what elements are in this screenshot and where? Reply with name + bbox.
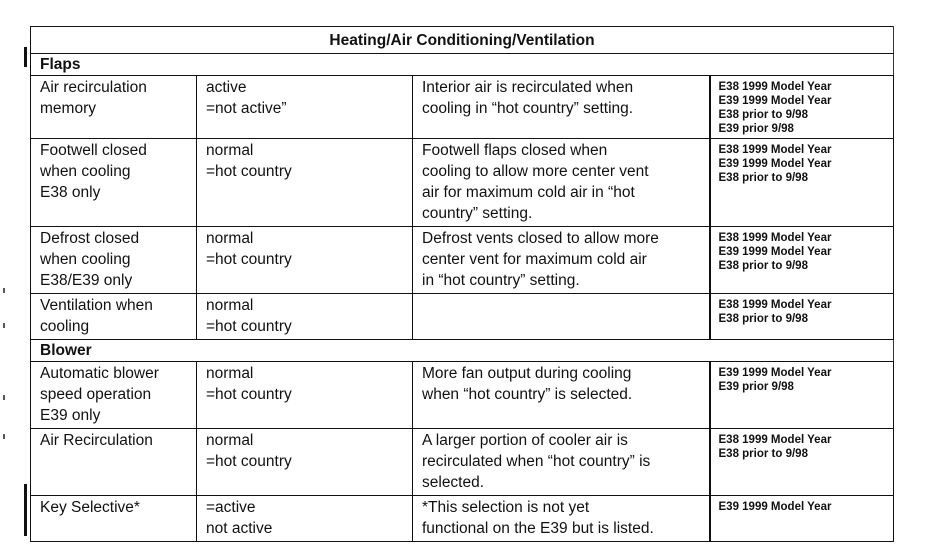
description-cell-line: cooling to allow more center vent: [422, 163, 649, 180]
feature-cell-line: when cooling: [40, 251, 131, 268]
options-cell-line: active: [206, 79, 247, 96]
options-cell-line: normal: [206, 297, 254, 314]
scan-mark: [3, 323, 5, 328]
feature-cell-line: memory: [40, 100, 96, 117]
table-row: [31, 362, 894, 429]
description-cell-line: center vent for maximum cold air: [422, 251, 647, 268]
description-cell: [413, 294, 710, 340]
options-cell-line: =hot country: [206, 251, 292, 268]
options-cell-line: =hot country: [206, 318, 292, 335]
model-year-cell: [710, 139, 894, 227]
options-cell: [197, 362, 413, 429]
model-year-cell-line: E38 prior to 9/98: [718, 260, 808, 272]
table-row: [31, 227, 894, 294]
scan-mark: [3, 288, 5, 293]
options-cell-line: normal: [206, 432, 254, 449]
feature-cell-line: Air Recirculation: [40, 432, 153, 449]
feature-cell-line: Air recirculation: [40, 79, 147, 96]
description-cell: [413, 227, 710, 294]
description-cell-line: functional on the E39 but is listed.: [422, 520, 654, 537]
model-year-cell: [710, 227, 894, 294]
options-cell: [197, 139, 413, 227]
model-year-cell-line: E39 prior 9/98: [718, 123, 794, 135]
left-margin-bar-top: [24, 47, 27, 67]
options-cell-line: =hot country: [206, 163, 292, 180]
description-cell: [413, 496, 710, 542]
options-cell-line: normal: [206, 230, 254, 247]
model-year-cell-line: E38 prior to 9/98: [718, 448, 808, 460]
model-year-cell-line: E38 1999 Model Year: [718, 144, 832, 156]
feature-cell: [31, 227, 197, 294]
model-year-cell-line: E38 prior to 9/98: [718, 172, 808, 184]
scan-mark: [3, 395, 5, 400]
description-cell-line: when “hot country” is selected.: [422, 386, 633, 403]
model-year-cell-line: E38 1999 Model Year: [718, 299, 832, 311]
model-year-cell: [710, 76, 894, 139]
section-title: Blower: [31, 340, 894, 362]
options-cell-line: normal: [206, 365, 254, 382]
model-year-cell-line: E39 1999 Model Year: [718, 95, 832, 107]
options-cell: [197, 294, 413, 340]
description-cell-line: Defrost vents closed to allow more: [422, 230, 659, 247]
model-year-cell-line: E39 1999 Model Year: [718, 158, 832, 170]
description-cell: [413, 362, 710, 429]
feature-cell-line: E38/E39 only: [40, 272, 133, 289]
feature-cell: [31, 139, 197, 227]
feature-cell: [31, 362, 197, 429]
options-cell-line: not active: [206, 520, 273, 537]
settings-table: [30, 26, 894, 542]
feature-cell-line: E39 only: [40, 407, 101, 424]
options-cell: [197, 496, 413, 542]
feature-cell-line: when cooling: [40, 163, 131, 180]
model-year-cell-line: E38 1999 Model Year: [718, 81, 832, 93]
section-header-row: [31, 54, 894, 76]
feature-cell-line: Automatic blower: [40, 365, 159, 382]
feature-cell-line: Footwell closed: [40, 142, 147, 159]
description-cell-line: A larger portion of cooler air is: [422, 432, 628, 449]
options-cell: [197, 227, 413, 294]
table-row: [31, 139, 894, 227]
description-cell-line: More fan output during cooling: [422, 365, 632, 382]
feature-cell: [31, 429, 197, 496]
feature-cell: [31, 294, 197, 340]
options-cell: [197, 76, 413, 139]
description-cell-line: Footwell flaps closed when: [422, 142, 608, 159]
options-cell-line: =not active”: [206, 100, 287, 117]
description-cell: [413, 139, 710, 227]
options-cell-line: =hot country: [206, 453, 292, 470]
table-row: [31, 429, 894, 496]
options-cell-line: =hot country: [206, 386, 292, 403]
options-cell-line: =active: [206, 499, 256, 516]
description-cell: [413, 76, 710, 139]
feature-cell-line: E38 only: [40, 184, 101, 201]
table-title: Heating/Air Conditioning/Ventilation: [31, 27, 894, 54]
description-cell-line: Interior air is recirculated when: [422, 79, 634, 96]
description-cell-line: air for maximum cold air in “hot: [422, 184, 635, 201]
scan-mark: [3, 434, 5, 439]
description-cell-line: cooling in “hot country” setting.: [422, 100, 634, 117]
model-year-cell-line: E38 1999 Model Year: [718, 434, 832, 446]
model-year-cell-line: E38 prior to 9/98: [718, 109, 808, 121]
section-title: Flaps: [31, 54, 894, 76]
feature-cell-line: Ventilation when: [40, 297, 153, 314]
model-year-cell: [710, 294, 894, 340]
feature-cell: [31, 496, 197, 542]
left-margin-bar-bottom: [24, 484, 27, 536]
feature-cell: [31, 76, 197, 139]
model-year-cell-line: E38 prior to 9/98: [718, 313, 808, 325]
model-year-cell-line: E39 prior 9/98: [718, 381, 794, 393]
model-year-cell-line: E39 1999 Model Year: [718, 501, 832, 513]
table-row: [31, 76, 894, 139]
model-year-cell-line: E38 1999 Model Year: [718, 232, 832, 244]
options-cell-line: normal: [206, 142, 254, 159]
model-year-cell-line: E39 1999 Model Year: [718, 246, 832, 258]
description-cell-line: recirculated when “hot country” is: [422, 453, 651, 470]
description-cell-line: in “hot country” setting.: [422, 272, 580, 289]
model-year-cell: [710, 362, 894, 429]
description-cell-line: selected.: [422, 474, 485, 491]
model-year-cell: [710, 496, 894, 542]
feature-cell-line: speed operation: [40, 386, 152, 403]
model-year-cell-line: E39 1999 Model Year: [718, 367, 832, 379]
model-year-cell: [710, 429, 894, 496]
description-cell: [413, 429, 710, 496]
section-header-row: [31, 340, 894, 362]
table-row: [31, 496, 894, 542]
table-title-row: [31, 27, 894, 54]
table-row: [31, 294, 894, 340]
feature-cell-line: Defrost closed: [40, 230, 140, 247]
feature-cell-line: cooling: [40, 318, 90, 335]
description-cell-line: country” setting.: [422, 205, 533, 222]
feature-cell-line: Key Selective*: [40, 499, 140, 516]
description-cell-line: *This selection is not yet: [422, 499, 590, 516]
options-cell: [197, 429, 413, 496]
